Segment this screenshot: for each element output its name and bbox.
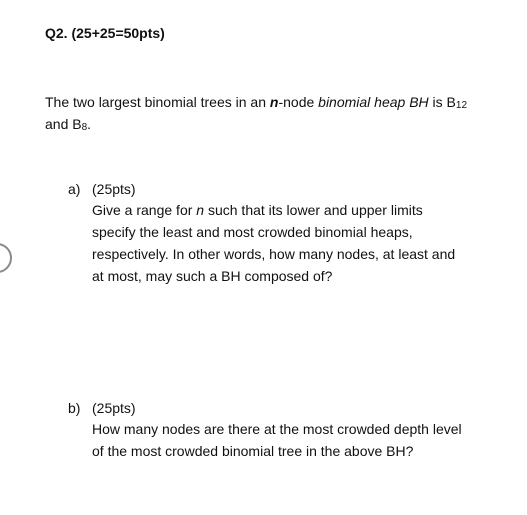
part-b-line-1: How many nodes are there at the most crowded depth level (92, 421, 462, 437)
part-a-text: such that its lower and upper limits (204, 202, 423, 218)
part-a-label: a) (68, 181, 81, 197)
variable-n: n (269, 94, 279, 110)
intro-text: The two largest binomial trees in an (45, 94, 270, 110)
heap-term: binomial heap BH (318, 94, 429, 110)
intro-text: -node (278, 94, 319, 110)
subscript-8: 8 (81, 122, 88, 133)
intro-text: and B (45, 116, 82, 132)
part-a-line-3: respectively. In other words, how many nodes, at least and (92, 246, 456, 262)
subscript-12: 12 (455, 100, 468, 111)
part-a-points: (25pts) (92, 181, 136, 197)
part-a-line-4: at most, may such a BH composed of? (92, 268, 333, 284)
margin-circle (0, 243, 12, 273)
part-a-line-1 (92, 199, 423, 221)
part-b-label: b) (68, 400, 81, 416)
part-a-line-2: specify the least and most crowded binomial heaps, (92, 224, 413, 240)
intro-line-2 (45, 113, 91, 139)
question-heading: Q2. (25+25=50pts) (45, 25, 165, 41)
intro-text: is B (428, 94, 456, 110)
variable-n: n (196, 202, 205, 218)
part-b-points: (25pts) (92, 400, 136, 416)
part-a-text: Give a range for (92, 202, 197, 218)
intro-line-1 (45, 91, 467, 117)
part-b-line-2: of the most crowded binomial tree in the above BH? (92, 443, 414, 459)
intro-text: . (87, 116, 92, 132)
